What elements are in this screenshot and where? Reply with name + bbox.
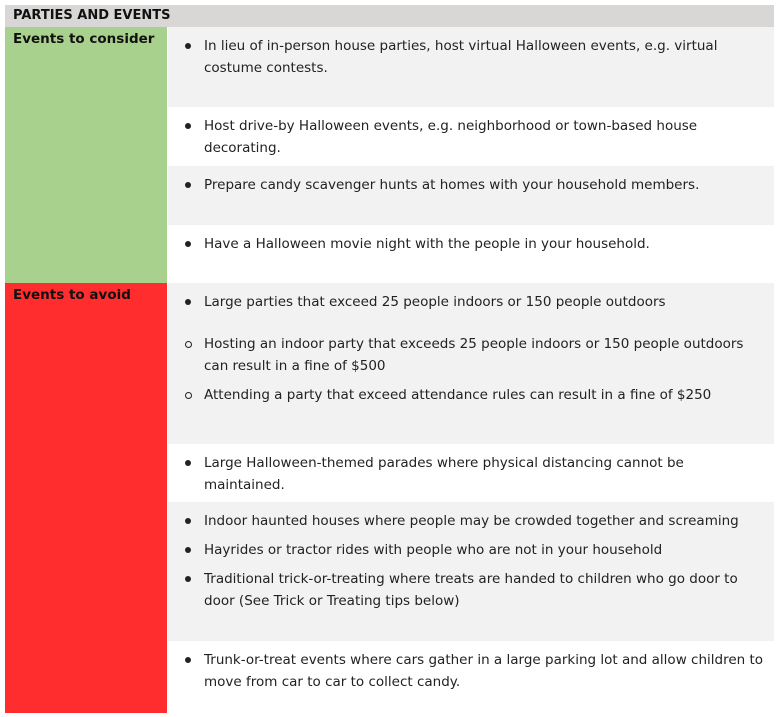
parties-events-table	[5, 5, 774, 713]
list-item: Large parties that exceed 25 people indoors or 150 people outdoors	[168, 291, 766, 313]
table-row	[167, 107, 774, 166]
table-row	[167, 27, 774, 107]
table-row	[167, 641, 774, 713]
bullet-disc-icon	[185, 460, 191, 466]
table-row	[167, 283, 774, 444]
list-item: Traditional trick-or-treating where treats are handed to children who go door to door (See Trick or Treating tips below)	[168, 568, 766, 612]
section-label-consider: Events to consider	[5, 27, 167, 283]
table-row	[167, 502, 774, 641]
section-events-to-consider	[5, 27, 774, 283]
bullet-disc-icon	[185, 518, 191, 524]
table-row	[167, 444, 774, 502]
list-item: Host drive-by Halloween events, e.g. neighborhood or town-based house decorating.	[168, 115, 766, 159]
bullet-circle-icon	[185, 341, 192, 348]
table-header: PARTIES AND EVENTS	[5, 5, 774, 27]
bullet-disc-icon	[185, 123, 191, 129]
bullet-disc-icon	[185, 182, 191, 188]
section-events-to-avoid	[5, 283, 774, 713]
bullet-disc-icon	[185, 657, 191, 663]
bullet-disc-icon	[185, 43, 191, 49]
list-item: Large Halloween-themed parades where physical distancing cannot be maintained.	[168, 452, 766, 496]
section-label-avoid: Events to avoid	[5, 283, 167, 713]
list-item: Attending a party that exceed attendance rules can result in a fine of $250	[168, 384, 766, 406]
table-row	[167, 225, 774, 283]
list-item: Prepare candy scavenger hunts at homes with your household members.	[168, 174, 766, 196]
bullet-disc-icon	[185, 576, 191, 582]
section-rows	[167, 27, 774, 283]
bullet-circle-icon	[185, 392, 192, 399]
list-item: Have a Halloween movie night with the people in your household.	[168, 233, 766, 255]
bullet-disc-icon	[185, 299, 191, 305]
list-item: In lieu of in-person house parties, host virtual Halloween events, e.g. virtual costume contests.	[168, 35, 766, 79]
section-rows	[167, 283, 774, 713]
list-item: Indoor haunted houses where people may be crowded together and screaming	[168, 510, 766, 532]
list-item: Hayrides or tractor rides with people who are not in your household	[168, 539, 766, 561]
list-item: Trunk-or-treat events where cars gather in a large parking lot and allow children to move from car to car to collect candy.	[168, 649, 766, 693]
bullet-disc-icon	[185, 241, 191, 247]
table-row	[167, 166, 774, 225]
bullet-disc-icon	[185, 547, 191, 553]
list-item: Hosting an indoor party that exceeds 25 people indoors or 150 people outdoors can result in a fine of $500	[168, 333, 766, 377]
